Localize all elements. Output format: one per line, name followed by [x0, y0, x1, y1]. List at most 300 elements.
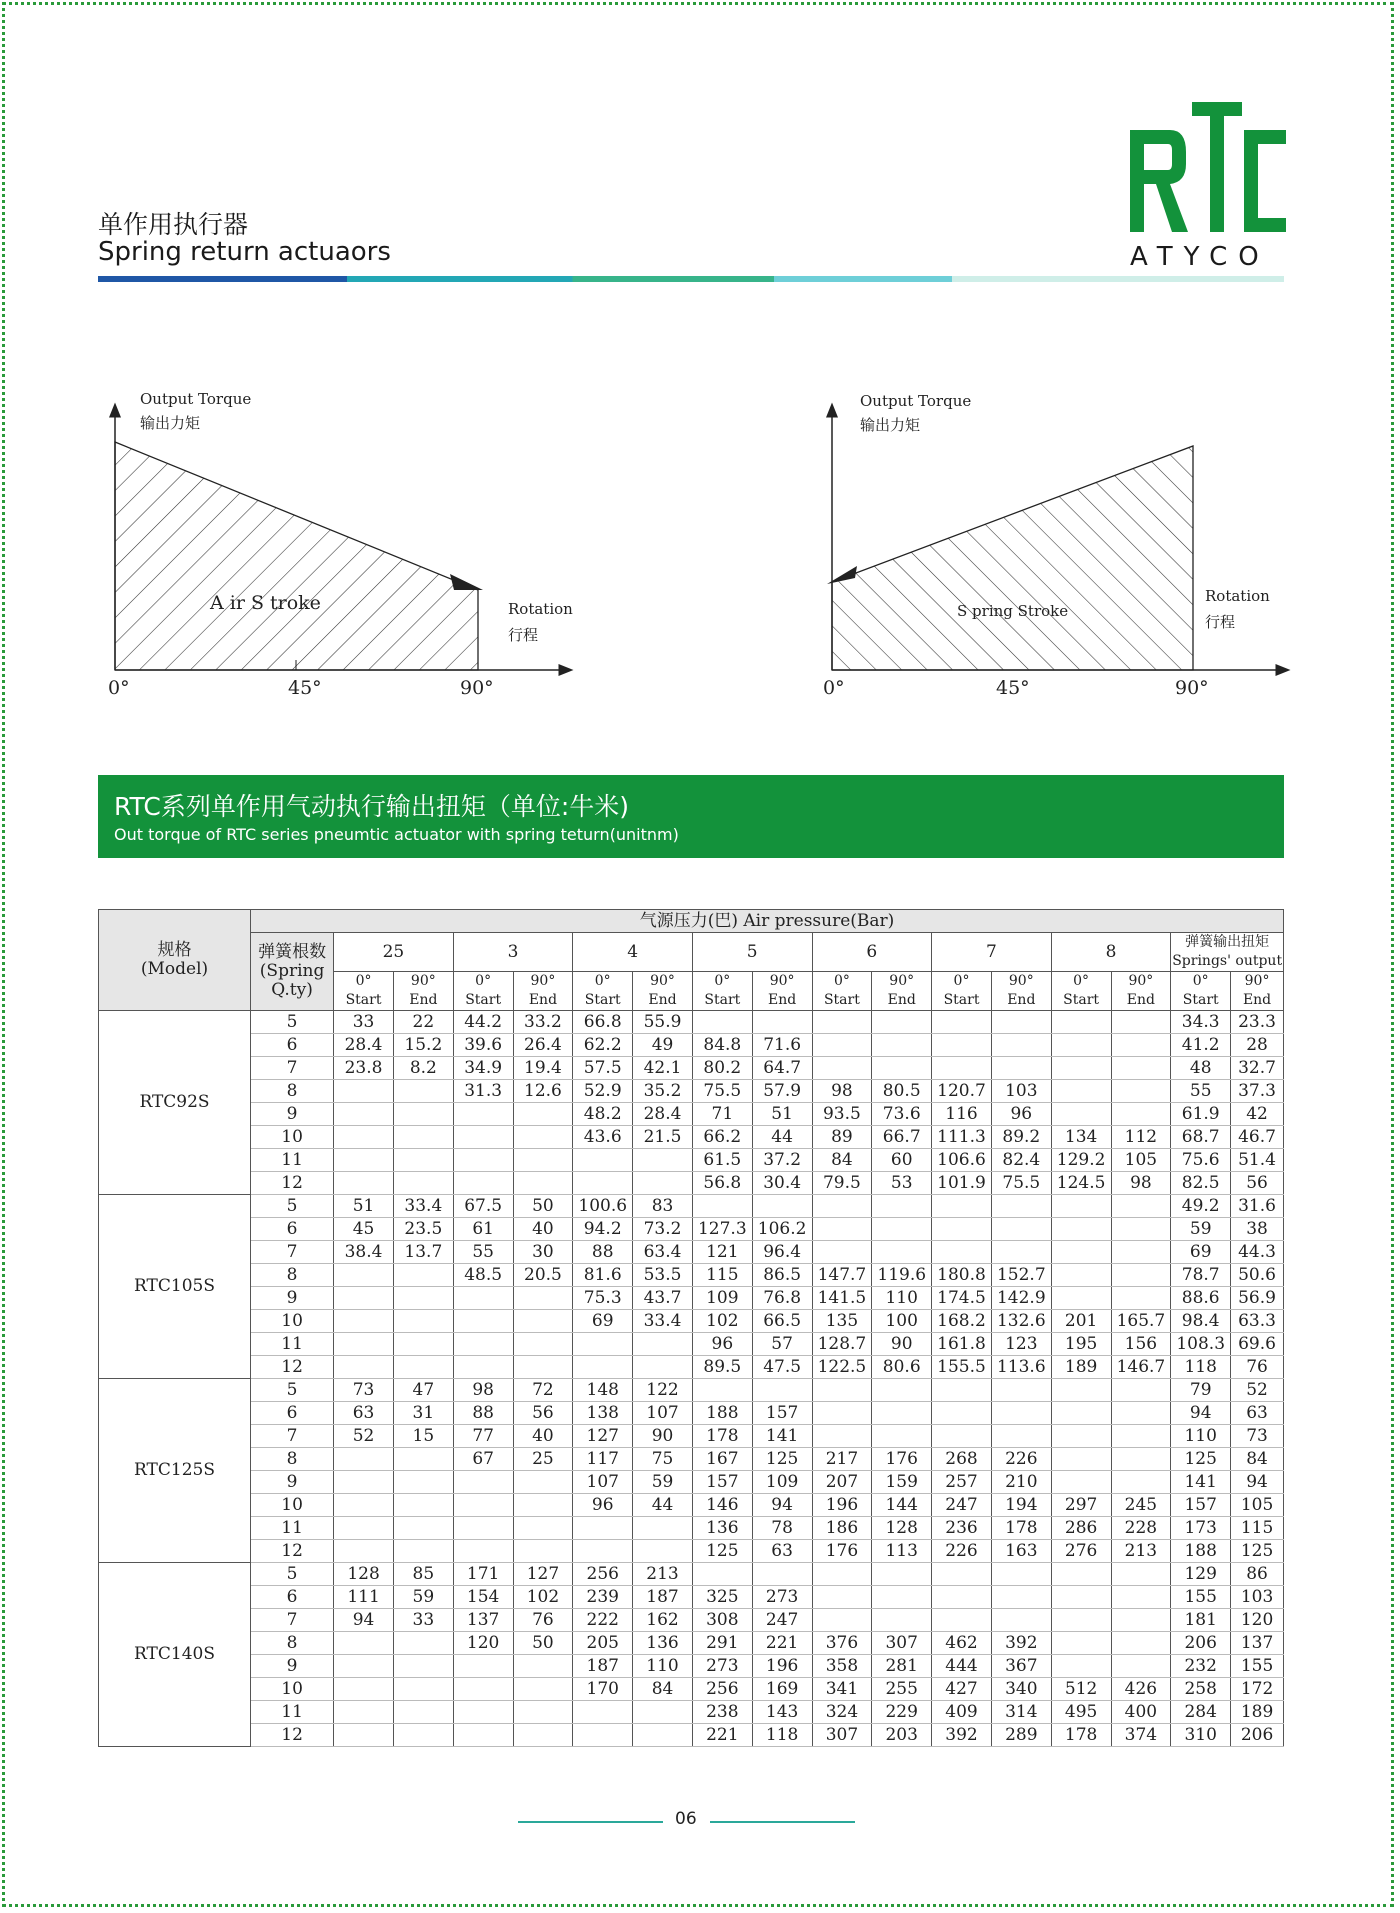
torque-cell: 325: [692, 1586, 752, 1609]
torque-cell: 46.7: [1231, 1126, 1284, 1149]
torque-cell: 69.6: [1231, 1333, 1284, 1356]
torque-cell: [334, 1103, 394, 1126]
torque-cell: 28.4: [633, 1103, 693, 1126]
start-header: 0° Start: [932, 972, 992, 1011]
torque-cell: 117: [573, 1448, 633, 1471]
torque-cell: 76: [1231, 1356, 1284, 1379]
torque-cell: 33.2: [513, 1011, 573, 1034]
torque-cell: 247: [932, 1494, 992, 1517]
torque-cell: [393, 1632, 453, 1655]
torque-cell: 26.4: [513, 1034, 573, 1057]
torque-cell: 85: [393, 1563, 453, 1586]
torque-cell: 236: [932, 1517, 992, 1540]
torque-cell: 232: [1171, 1655, 1231, 1678]
torque-cell: [334, 1517, 394, 1540]
torque-cell: [453, 1356, 513, 1379]
torque-cell: 228: [1111, 1517, 1171, 1540]
torque-cell: 79: [1171, 1379, 1231, 1402]
torque-cell: 281: [872, 1655, 932, 1678]
torque-cell: 162: [633, 1609, 693, 1632]
torque-cell: [1111, 1655, 1171, 1678]
torque-cell: [872, 1563, 932, 1586]
torque-cell: [1111, 1609, 1171, 1632]
table-row: [99, 1333, 1284, 1356]
spring-qty-cell: 9: [251, 1471, 334, 1494]
torque-cell: [513, 1678, 573, 1701]
spring-qty-cell: 10: [251, 1494, 334, 1517]
torque-cell: 101.9: [932, 1172, 992, 1195]
spring-stroke-diagram: [815, 380, 1335, 710]
torque-cell: 119.6: [872, 1264, 932, 1287]
stroke-label: A ir S troke: [210, 592, 321, 614]
torque-cell: [513, 1540, 573, 1563]
torque-cell: [872, 1034, 932, 1057]
table-row: [99, 1632, 1284, 1655]
torque-cell: 96: [573, 1494, 633, 1517]
torque-cell: [453, 1701, 513, 1724]
torque-cell: 82.4: [991, 1149, 1051, 1172]
table-row: [99, 1402, 1284, 1425]
torque-cell: [812, 1379, 872, 1402]
table-row: [99, 1494, 1284, 1517]
torque-cell: 88: [453, 1402, 513, 1425]
torque-cell: 94: [752, 1494, 812, 1517]
torque-cell: 125: [1171, 1448, 1231, 1471]
torque-cell: [334, 1126, 394, 1149]
torque-cell: [334, 1149, 394, 1172]
torque-cell: 409: [932, 1701, 992, 1724]
torque-cell: 147.7: [812, 1264, 872, 1287]
torque-cell: 110: [872, 1287, 932, 1310]
torque-cell: 73.2: [633, 1218, 693, 1241]
torque-cell: [453, 1655, 513, 1678]
torque-cell: 118: [1171, 1356, 1231, 1379]
torque-cell: 20.5: [513, 1264, 573, 1287]
spring-qty-cell: 7: [251, 1609, 334, 1632]
torque-cell: 60: [872, 1149, 932, 1172]
torque-cell: 376: [812, 1632, 872, 1655]
torque-cell: [573, 1333, 633, 1356]
torque-cell: 444: [932, 1655, 992, 1678]
table-row: [99, 1034, 1284, 1057]
torque-cell: 38.4: [334, 1241, 394, 1264]
table-row: [99, 1563, 1284, 1586]
torque-cell: 38: [1231, 1218, 1284, 1241]
torque-cell: 63: [334, 1402, 394, 1425]
torque-cell: [991, 1402, 1051, 1425]
header-rule: [98, 276, 1284, 282]
torque-cell: 256: [692, 1678, 752, 1701]
torque-cell: 161.8: [932, 1333, 992, 1356]
torque-cell: [513, 1149, 573, 1172]
torque-cell: 128: [872, 1517, 932, 1540]
footer-rule-right: [710, 1821, 855, 1823]
torque-cell: [633, 1517, 693, 1540]
torque-cell: 141: [752, 1425, 812, 1448]
torque-cell: 110: [633, 1655, 693, 1678]
stroke-arrow-icon: [450, 574, 483, 590]
torque-cell: 107: [573, 1471, 633, 1494]
torque-cell: 33: [334, 1011, 394, 1034]
torque-cell: 102: [692, 1310, 752, 1333]
banner-title-en: Out torque of RTC series pneumtic actuator with spring teturn(unitnm): [114, 825, 679, 844]
torque-cell: 37.2: [752, 1149, 812, 1172]
torque-cell: [1111, 1264, 1171, 1287]
torque-cell: 55: [453, 1241, 513, 1264]
torque-cell: [573, 1701, 633, 1724]
torque-cell: 66.2: [692, 1126, 752, 1149]
torque-cell: 86.5: [752, 1264, 812, 1287]
torque-cell: 206: [1171, 1632, 1231, 1655]
end-header: 90° End: [1231, 972, 1284, 1011]
torque-cell: [872, 1609, 932, 1632]
torque-cell: 138: [573, 1402, 633, 1425]
torque-cell: 68.7: [1171, 1126, 1231, 1149]
torque-cell: 462: [932, 1632, 992, 1655]
torque-cell: 94: [1171, 1402, 1231, 1425]
torque-cell: 122.5: [812, 1356, 872, 1379]
torque-cell: 176: [872, 1448, 932, 1471]
torque-cell: 221: [692, 1724, 752, 1747]
torque-cell: 50: [513, 1195, 573, 1218]
torque-cell: [453, 1678, 513, 1701]
table-row: [99, 1195, 1284, 1218]
spring-qty-cell: 5: [251, 1379, 334, 1402]
torque-cell: 40: [513, 1218, 573, 1241]
torque-cell: 63.4: [633, 1241, 693, 1264]
torque-cell: [812, 1011, 872, 1034]
torque-cell: 84: [633, 1678, 693, 1701]
torque-cell: 13.7: [393, 1241, 453, 1264]
torque-cell: 120.7: [932, 1080, 992, 1103]
torque-cell: [991, 1218, 1051, 1241]
torque-cell: 83: [633, 1195, 693, 1218]
torque-cell: 89.2: [991, 1126, 1051, 1149]
torque-cell: [872, 1011, 932, 1034]
torque-cell: [872, 1241, 932, 1264]
torque-cell: [573, 1724, 633, 1747]
torque-cell: [692, 1195, 752, 1218]
torque-cell: [1051, 1655, 1111, 1678]
torque-cell: 196: [812, 1494, 872, 1517]
torque-cell: 30: [513, 1241, 573, 1264]
torque-cell: 30.4: [752, 1172, 812, 1195]
torque-cell: 400: [1111, 1701, 1171, 1724]
torque-cell: 52.9: [573, 1080, 633, 1103]
table-row: [99, 1287, 1284, 1310]
torque-cell: 110: [1171, 1425, 1231, 1448]
torque-cell: 88: [573, 1241, 633, 1264]
torque-cell: [932, 1241, 992, 1264]
spring-qty-cell: 8: [251, 1080, 334, 1103]
torque-cell: [932, 1586, 992, 1609]
torque-cell: 495: [1051, 1701, 1111, 1724]
torque-cell: 134: [1051, 1126, 1111, 1149]
torque-cell: 59: [1171, 1218, 1231, 1241]
torque-cell: [872, 1402, 932, 1425]
torque-cell: [513, 1471, 573, 1494]
torque-cell: 56: [513, 1402, 573, 1425]
torque-cell: [393, 1287, 453, 1310]
torque-cell: [393, 1471, 453, 1494]
table-row: [99, 1678, 1284, 1701]
torque-cell: [932, 1425, 992, 1448]
torque-cell: 310: [1171, 1724, 1231, 1747]
torque-cell: 43.7: [633, 1287, 693, 1310]
torque-area: [115, 442, 478, 670]
torque-cell: [932, 1011, 992, 1034]
table-row: [99, 1448, 1284, 1471]
spring-qty-cell: 5: [251, 1011, 334, 1034]
torque-cell: [932, 1034, 992, 1057]
torque-cell: [573, 1149, 633, 1172]
torque-cell: 186: [812, 1517, 872, 1540]
torque-cell: 213: [633, 1563, 693, 1586]
torque-cell: 324: [812, 1701, 872, 1724]
torque-cell: [991, 1011, 1051, 1034]
torque-cell: [453, 1471, 513, 1494]
torque-cell: 88.6: [1171, 1287, 1231, 1310]
model-name: RTC92S: [99, 1011, 251, 1195]
torque-cell: 118: [752, 1724, 812, 1747]
torque-cell: [872, 1379, 932, 1402]
torque-area: [832, 446, 1193, 670]
torque-cell: [334, 1632, 394, 1655]
torque-cell: 188: [1171, 1540, 1231, 1563]
torque-cell: [812, 1586, 872, 1609]
torque-cell: [633, 1172, 693, 1195]
torque-cell: [932, 1218, 992, 1241]
torque-cell: 341: [812, 1678, 872, 1701]
table-row: [99, 1126, 1284, 1149]
torque-cell: 210: [991, 1471, 1051, 1494]
model-header: 规格 (Model): [99, 910, 251, 1011]
torque-cell: [1111, 1448, 1171, 1471]
banner-title-cn: RTC系列单作用气动执行输出扭矩（单位:牛米): [114, 792, 629, 821]
torque-cell: 155.5: [932, 1356, 992, 1379]
torque-cell: 53: [872, 1172, 932, 1195]
torque-cell: [393, 1540, 453, 1563]
torque-cell: 94: [334, 1609, 394, 1632]
torque-cell: 23.3: [1231, 1011, 1284, 1034]
torque-cell: [453, 1724, 513, 1747]
torque-cell: [334, 1287, 394, 1310]
torque-cell: 98: [453, 1379, 513, 1402]
torque-cell: 155: [1231, 1655, 1284, 1678]
torque-cell: 94.2: [573, 1218, 633, 1241]
torque-cell: 41.2: [1171, 1034, 1231, 1057]
spring-qty-cell: 6: [251, 1218, 334, 1241]
torque-cell: [393, 1448, 453, 1471]
end-header: 90° End: [872, 972, 932, 1011]
torque-cell: 229: [872, 1701, 932, 1724]
torque-cell: 45: [334, 1218, 394, 1241]
torque-cell: [334, 1540, 394, 1563]
torque-cell: 222: [573, 1609, 633, 1632]
torque-cell: [393, 1172, 453, 1195]
torque-cell: 156: [1111, 1333, 1171, 1356]
torque-cell: 172: [1231, 1678, 1284, 1701]
torque-cell: 106.2: [752, 1218, 812, 1241]
torque-cell: 127: [513, 1563, 573, 1586]
torque-cell: [1051, 1632, 1111, 1655]
tick-0: 0°: [823, 677, 845, 699]
torque-cell: 144: [872, 1494, 932, 1517]
torque-cell: [812, 1402, 872, 1425]
torque-cell: 49: [633, 1034, 693, 1057]
torque-cell: 47: [393, 1379, 453, 1402]
torque-cell: 128.7: [812, 1333, 872, 1356]
torque-cell: 155: [1171, 1586, 1231, 1609]
torque-cell: 33.4: [633, 1310, 693, 1333]
torque-cell: [1051, 1080, 1111, 1103]
torque-cell: 374: [1111, 1724, 1171, 1747]
torque-cell: 392: [932, 1724, 992, 1747]
torque-cell: [453, 1287, 513, 1310]
torque-cell: [334, 1701, 394, 1724]
torque-cell: 157: [752, 1402, 812, 1425]
torque-cell: 43.6: [573, 1126, 633, 1149]
torque-cell: 23.5: [393, 1218, 453, 1241]
torque-cell: [991, 1034, 1051, 1057]
torque-cell: 194: [991, 1494, 1051, 1517]
start-header: 0° Start: [573, 972, 633, 1011]
torque-cell: 50: [513, 1632, 573, 1655]
table-row: [99, 1701, 1284, 1724]
torque-cell: [692, 1563, 752, 1586]
table-row: [99, 1517, 1284, 1540]
logo-subtext: ATYCO: [1130, 242, 1270, 272]
torque-cell: 111.3: [932, 1126, 992, 1149]
torque-cell: [334, 1724, 394, 1747]
torque-cell: 89: [812, 1126, 872, 1149]
torque-cell: [393, 1517, 453, 1540]
torque-cell: 31: [393, 1402, 453, 1425]
torque-cell: 73.6: [872, 1103, 932, 1126]
pressure-header: 3: [453, 933, 573, 972]
start-header: 0° Start: [334, 972, 394, 1011]
table-row: [99, 1356, 1284, 1379]
torque-cell: 125: [752, 1448, 812, 1471]
torque-cell: [633, 1356, 693, 1379]
torque-cell: 178: [991, 1517, 1051, 1540]
torque-cell: [393, 1701, 453, 1724]
torque-cell: [872, 1057, 932, 1080]
torque-cell: [334, 1494, 394, 1517]
torque-cell: [334, 1080, 394, 1103]
torque-cell: [453, 1540, 513, 1563]
spring-qty-cell: 5: [251, 1195, 334, 1218]
air-stroke-diagram: [98, 380, 618, 710]
torque-cell: [1111, 1425, 1171, 1448]
torque-cell: 76.8: [752, 1287, 812, 1310]
torque-cell: 297: [1051, 1494, 1111, 1517]
torque-cell: 44: [633, 1494, 693, 1517]
torque-cell: 47.5: [752, 1356, 812, 1379]
torque-cell: [1051, 1034, 1111, 1057]
torque-cell: 80.2: [692, 1057, 752, 1080]
torque-cell: 141: [1171, 1471, 1231, 1494]
torque-cell: [812, 1563, 872, 1586]
torque-cell: 112: [1111, 1126, 1171, 1149]
torque-cell: 71.6: [752, 1034, 812, 1057]
torque-cell: 42: [1231, 1103, 1284, 1126]
torque-cell: 113.6: [991, 1356, 1051, 1379]
torque-cell: [1111, 1034, 1171, 1057]
torque-cell: 42.1: [633, 1057, 693, 1080]
torque-cell: 307: [812, 1724, 872, 1747]
torque-cell: 32.7: [1231, 1057, 1284, 1080]
torque-cell: 115: [1231, 1517, 1284, 1540]
spring-qty-cell: 12: [251, 1172, 334, 1195]
torque-cell: 62.2: [573, 1034, 633, 1057]
torque-cell: 124.5: [1051, 1172, 1111, 1195]
torque-cell: [1051, 1609, 1111, 1632]
torque-cell: [1051, 1241, 1111, 1264]
torque-cell: 72: [513, 1379, 573, 1402]
torque-cell: 105: [1231, 1494, 1284, 1517]
torque-cell: 53.5: [633, 1264, 693, 1287]
torque-cell: [513, 1356, 573, 1379]
end-header: 90° End: [991, 972, 1051, 1011]
spring-qty-cell: 12: [251, 1356, 334, 1379]
torque-cell: 116: [932, 1103, 992, 1126]
pressure-header: 7: [932, 933, 1052, 972]
torque-cell: 143: [752, 1701, 812, 1724]
torque-cell: [1111, 1379, 1171, 1402]
torque-cell: 174.5: [932, 1287, 992, 1310]
torque-cell: 255: [872, 1678, 932, 1701]
model-name: RTC105S: [99, 1195, 251, 1379]
torque-cell: 512: [1051, 1678, 1111, 1701]
torque-cell: [513, 1724, 573, 1747]
torque-cell: 77: [453, 1425, 513, 1448]
spring-qty-cell: 7: [251, 1425, 334, 1448]
torque-cell: 12.6: [513, 1080, 573, 1103]
table-row: [99, 1011, 1284, 1034]
torque-cell: 157: [692, 1471, 752, 1494]
torque-cell: [932, 1563, 992, 1586]
torque-cell: 63.3: [1231, 1310, 1284, 1333]
torque-cell: [393, 1080, 453, 1103]
torque-cell: 75.6: [1171, 1149, 1231, 1172]
torque-cell: [334, 1264, 394, 1287]
rtc-logo: [1128, 100, 1288, 240]
air-pressure-header: 气源压力(巴) Air pressure(Bar): [251, 910, 1284, 933]
torque-cell: [453, 1103, 513, 1126]
spring-qty-cell: 8: [251, 1632, 334, 1655]
table-row: [99, 1264, 1284, 1287]
y-label-cn: 输出力矩: [860, 416, 921, 434]
torque-cell: 80.6: [872, 1356, 932, 1379]
start-header: 0° Start: [692, 972, 752, 1011]
torque-cell: 129.2: [1051, 1149, 1111, 1172]
torque-cell: 137: [453, 1609, 513, 1632]
model-name: RTC140S: [99, 1563, 251, 1747]
torque-cell: 203: [872, 1724, 932, 1747]
torque-cell: 69: [573, 1310, 633, 1333]
torque-cell: 152.7: [991, 1264, 1051, 1287]
torque-cell: 206: [1231, 1724, 1284, 1747]
torque-cell: 176: [812, 1540, 872, 1563]
torque-cell: 171: [453, 1563, 513, 1586]
torque-cell: 61.9: [1171, 1103, 1231, 1126]
torque-cell: [393, 1356, 453, 1379]
torque-cell: 195: [1051, 1333, 1111, 1356]
torque-cell: [393, 1655, 453, 1678]
table-row: [99, 1471, 1284, 1494]
torque-cell: [1111, 1632, 1171, 1655]
